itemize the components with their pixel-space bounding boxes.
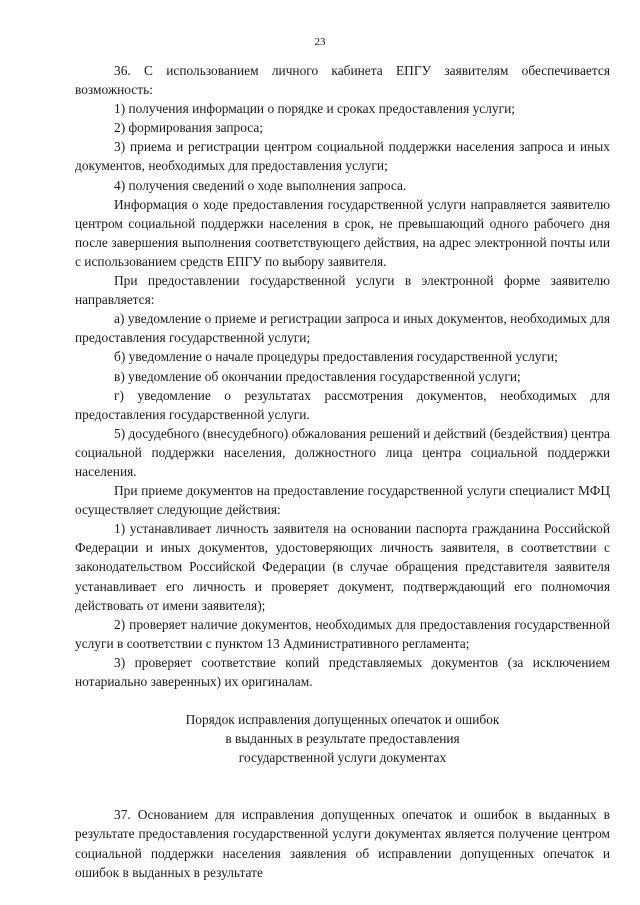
section-heading-line-1: Порядок исправления допущенных опечаток и ошибок xyxy=(185,712,500,728)
paragraph-mfc-actions: При приеме документов на предоставление государственной услуги специалист МФЦ осуществляет следующие действия: xyxy=(75,483,610,518)
page-number: 23 xyxy=(314,36,326,48)
mfc-action-1: 1) устанавливает личность заявителя на основании паспорта гражданина Российской Федерации и иных документов, удостоверяющих личность заявителя, в соответствии с законодательством Российской Федерации (в случае обращения представителя заявителя устанавливает его личность и проверяет документ, подтверждающий его полномочия действовать от имени заявителя); xyxy=(75,521,610,613)
list-item-2-request: 2) формирования запроса; xyxy=(114,120,264,136)
section-heading-line-2: в выданных в результате предоставления xyxy=(225,731,460,747)
document-body xyxy=(75,61,610,882)
list-item-3-registration: 3) приема и регистрации центром социальной поддержки населения запроса и иных документов, необходимых для предоставления услуги; xyxy=(75,139,610,174)
paragraph-36-intro: 36. С использованием личного кабинета ЕПГУ заявителям обеспечивается возможность: xyxy=(75,63,610,98)
paragraph-progress-info: Информация о ходе предоставления государственной услуги направляется заявителю центром социальной поддержки населения в срок, не превышающий одного рабочего дня после завершения выполнения соответствующего действия, на адрес электронной почты или с использованием средств ЕПГУ по выбору заявителя. xyxy=(75,196,610,269)
mfc-action-2: 2) проверяет наличие документов, необходимых для предоставления государственной услуги в соответствии с пунктом 13 Административного регламента; xyxy=(75,616,610,651)
list-item-d-notification: г) уведомление о результатах рассмотрения документов, необходимых для предоставления государственной услуги. xyxy=(75,387,610,422)
section-heading-line-3: государственной услуги документах xyxy=(238,750,447,766)
list-item-4-status: 4) получения сведений о ходе выполнения запроса. xyxy=(114,177,407,193)
list-item-5-appeal: 5) досудебного (внесудебного) обжалования решений и действий (бездействия) центра социальной поддержки населения, должностного лица центра социальной поддержки населения. xyxy=(75,425,610,479)
mfc-action-3: 3) проверяет соответствие копий представляемых документов (за исключением нотариально заверенных) их оригиналам. xyxy=(75,654,610,689)
list-item-1-info: 1) получения информации о порядке и сроках предоставления услуги; xyxy=(114,101,515,117)
paragraph-37: 37. Основанием для исправления допущенных опечаток и ошибок в выданных в результате предоставления государственной услуги документах является получение центром социальной поддержки населения заявления об исправлении допущенных опечаток и ошибок в выданных в результате xyxy=(75,807,610,880)
list-item-a-notification: а) уведомление о приеме и регистрации запроса и иных документов, необходимых для предоставления государственной услуги; xyxy=(75,311,610,346)
section-heading xyxy=(75,691,610,805)
paragraph-electronic-form: При предоставлении государственной услуги в электронной форме заявителю направляется: xyxy=(75,273,610,308)
list-item-c-notification: в) уведомление об окончании предоставления государственной услуги; xyxy=(114,368,521,384)
list-item-b-notification: б) уведомление о начале процедуры предоставления государственной услуги; xyxy=(114,349,558,365)
